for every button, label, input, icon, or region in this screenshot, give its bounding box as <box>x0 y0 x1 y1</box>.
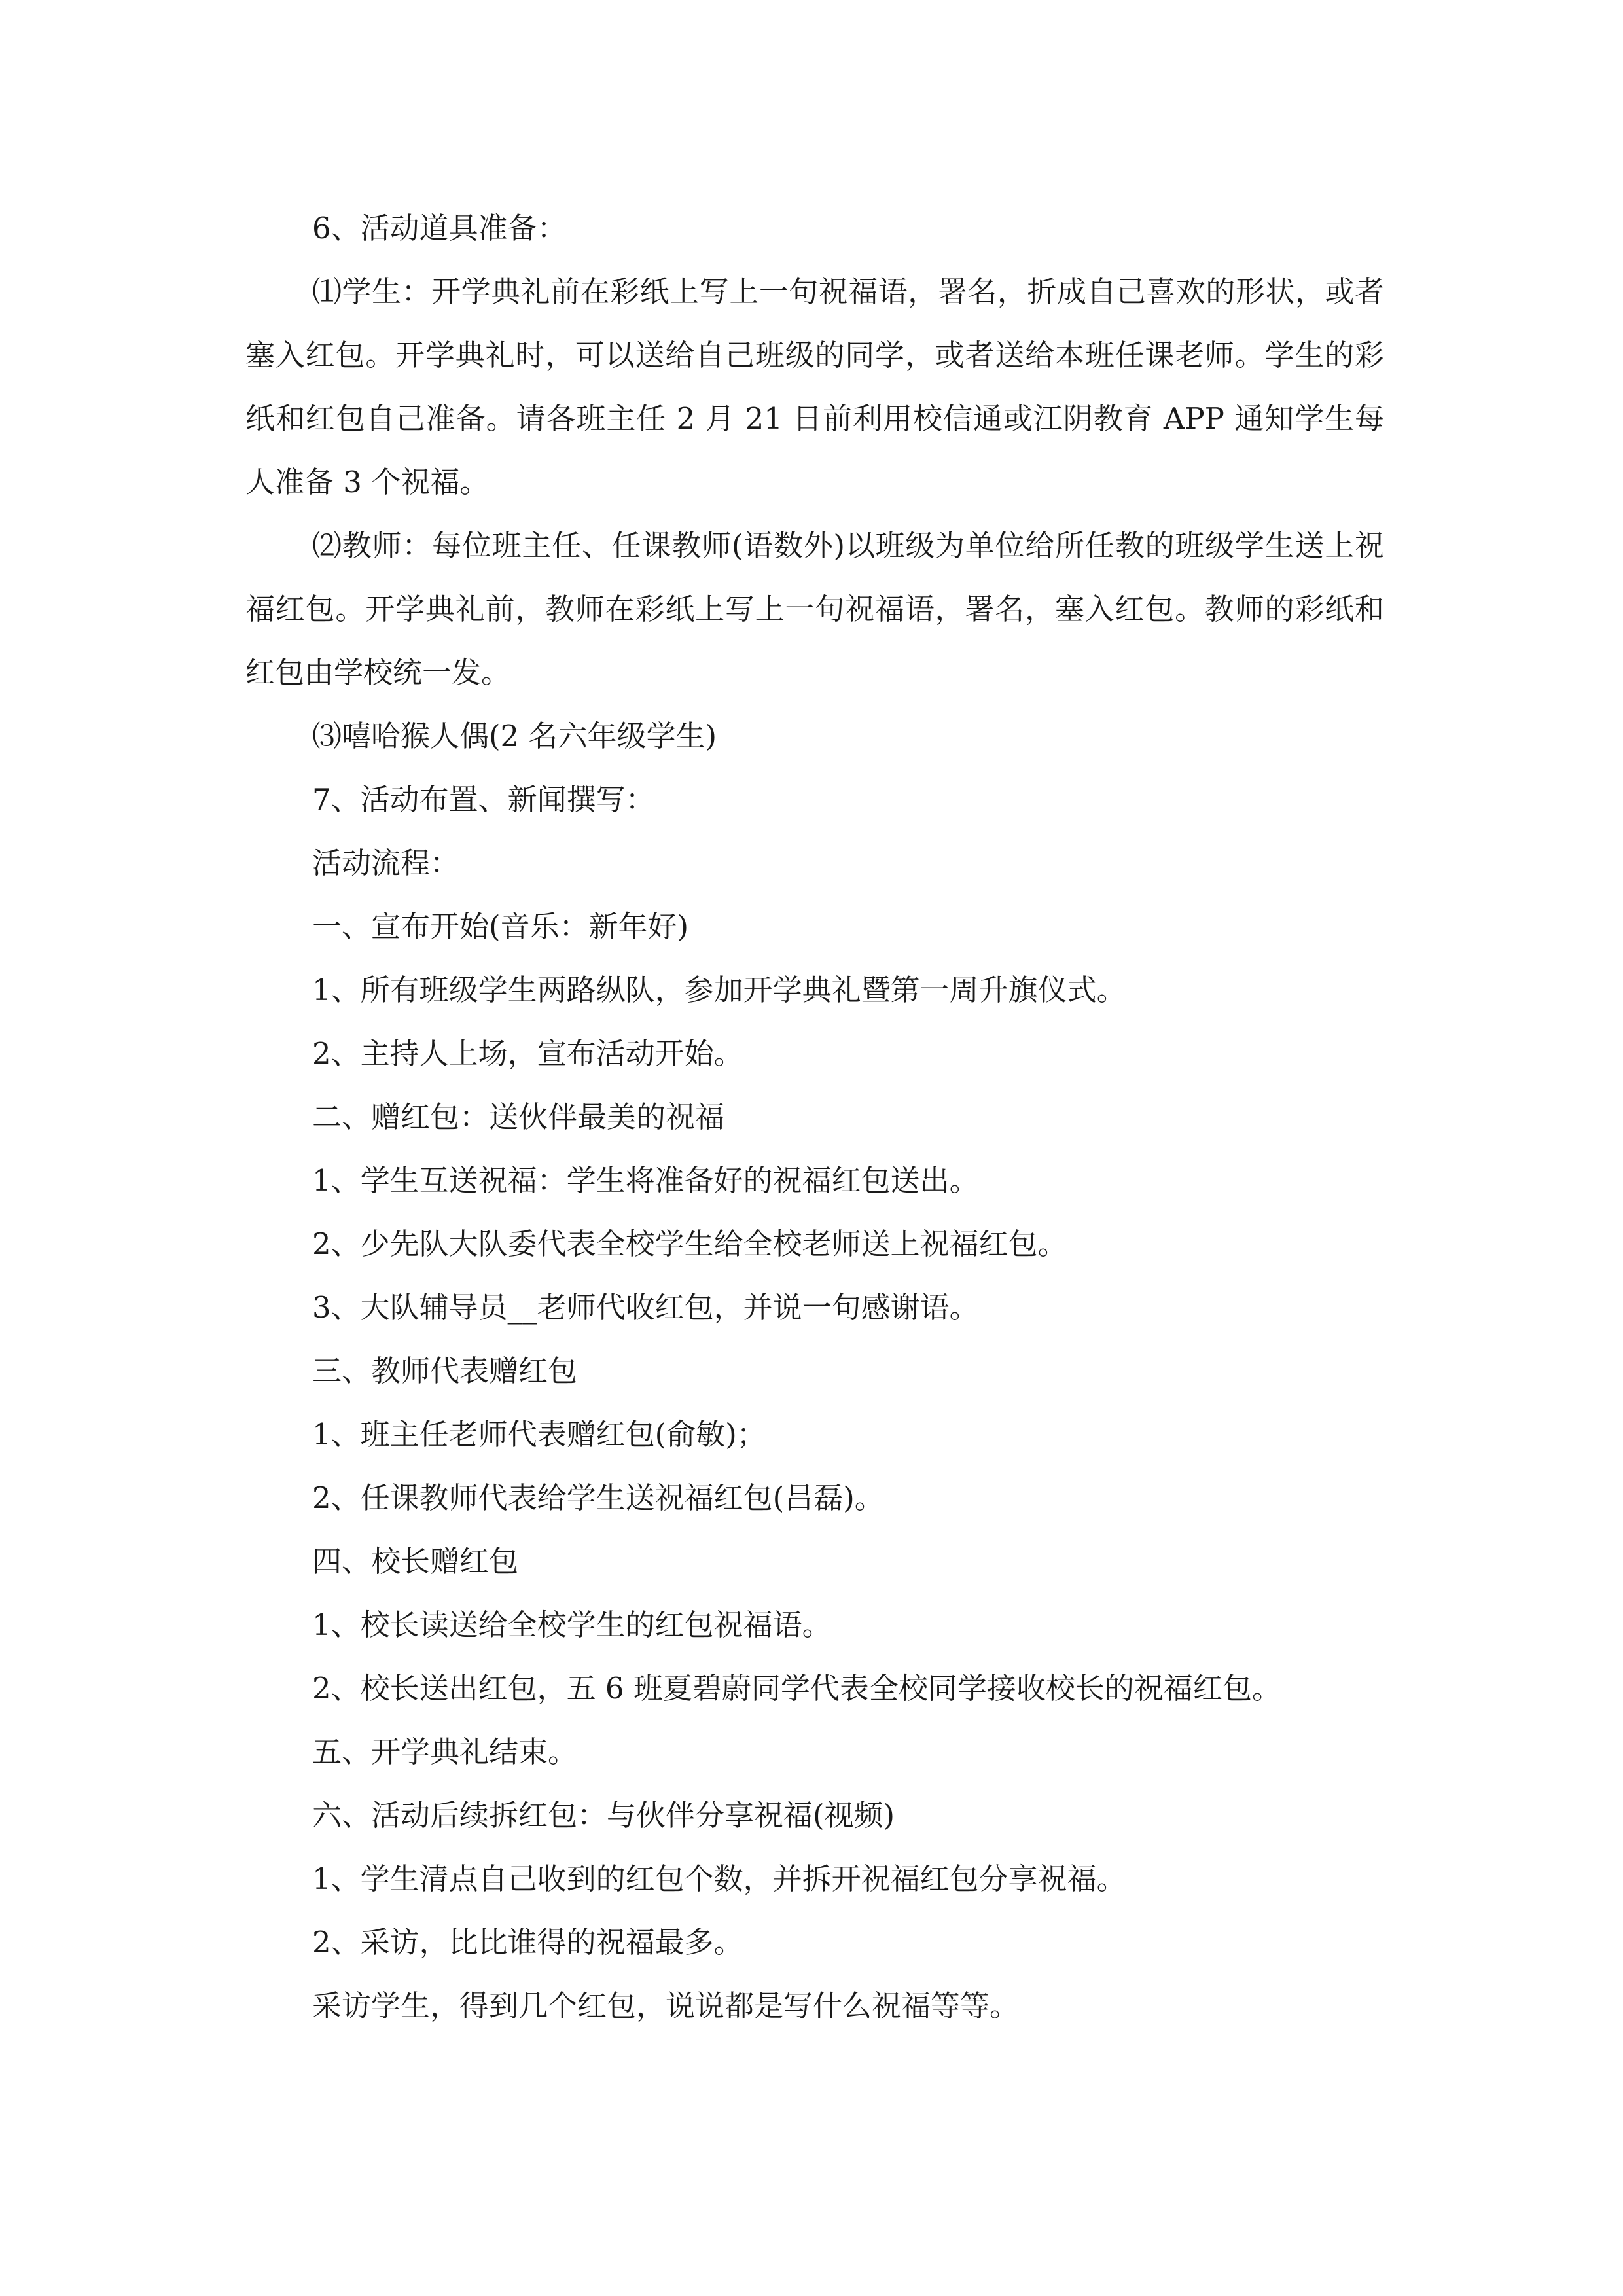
paragraph: 2、校长送出红包，五 6 班夏碧蔚同学代表全校同学接收校长的祝福红包。 <box>312 1671 1281 1706</box>
paragraph: 采访学生，得到几个红包，说说都是写什么祝福等等。 <box>312 1988 1020 2023</box>
paragraph: 1、学生互送祝福：学生将准备好的祝福红包送出。 <box>312 1163 979 1198</box>
paragraph: 2、少先队大队委代表全校学生给全校老师送上祝福红包。 <box>312 1227 1067 1261</box>
paragraph: 1、班主任老师代表赠红包(俞敏)； <box>312 1417 766 1452</box>
paragraph: 1、校长读送给全校学生的红包祝福语。 <box>312 1607 832 1642</box>
paragraph: 六、活动后续拆红包：与伙伴分享祝福(视频) <box>312 1798 895 1833</box>
paragraph: 活动流程： <box>312 846 460 880</box>
paragraph: 一、宣布开始(音乐：新年好) <box>312 909 689 944</box>
paragraph: 3、大队辅导员__老师代收红包，并说一句感谢语。 <box>312 1290 979 1325</box>
paragraph: 2、采访，比比谁得的祝福最多。 <box>312 1925 743 1960</box>
paragraph: 7、活动布置、新闻撰写： <box>312 782 655 817</box>
document-body <box>245 196 1384 2037</box>
paragraph: 五、开学典礼结束。 <box>312 1734 578 1769</box>
paragraph: 四、校长赠红包 <box>312 1544 519 1579</box>
paragraph: 2、主持人上场，宣布活动开始。 <box>312 1036 743 1071</box>
paragraph: 三、教师代表赠红包 <box>312 1354 578 1388</box>
paragraph: ⑴学生：开学典礼前在彩纸上写上一句祝福语，署名，折成自己喜欢的形状，或者塞入红包。开学典礼时，可以送给自己班级的同学，或者送给本班任课老师。学生的彩纸和红包自己准备。请各班主任 2 月 21 日前利用校信通或江阴教育 APP 通知学生每人准备 3 个祝福。 <box>245 274 1384 499</box>
paragraph: 6、活动道具准备： <box>312 211 567 245</box>
paragraph: 2、任课教师代表给学生送祝福红包(吕磊)。 <box>312 1480 884 1515</box>
paragraph: 二、赠红包：送伙伴最美的祝福 <box>312 1100 725 1134</box>
paragraph: 1、学生清点自己收到的红包个数，并拆开祝福红包分享祝福。 <box>312 1861 1126 1896</box>
paragraph: ⑵教师：每位班主任、任课教师(语数外)以班级为单位给所任教的班级学生送上祝福红包。开学典礼前，教师在彩纸上写上一句祝福语，署名，塞入红包。教师的彩纸和红包由学校统一发。 <box>245 528 1384 690</box>
paragraph: ⑶嘻哈猴人偶(2 名六年级学生) <box>312 719 717 753</box>
paragraph: 1、所有班级学生两路纵队，参加开学典礼暨第一周升旗仪式。 <box>312 973 1126 1007</box>
